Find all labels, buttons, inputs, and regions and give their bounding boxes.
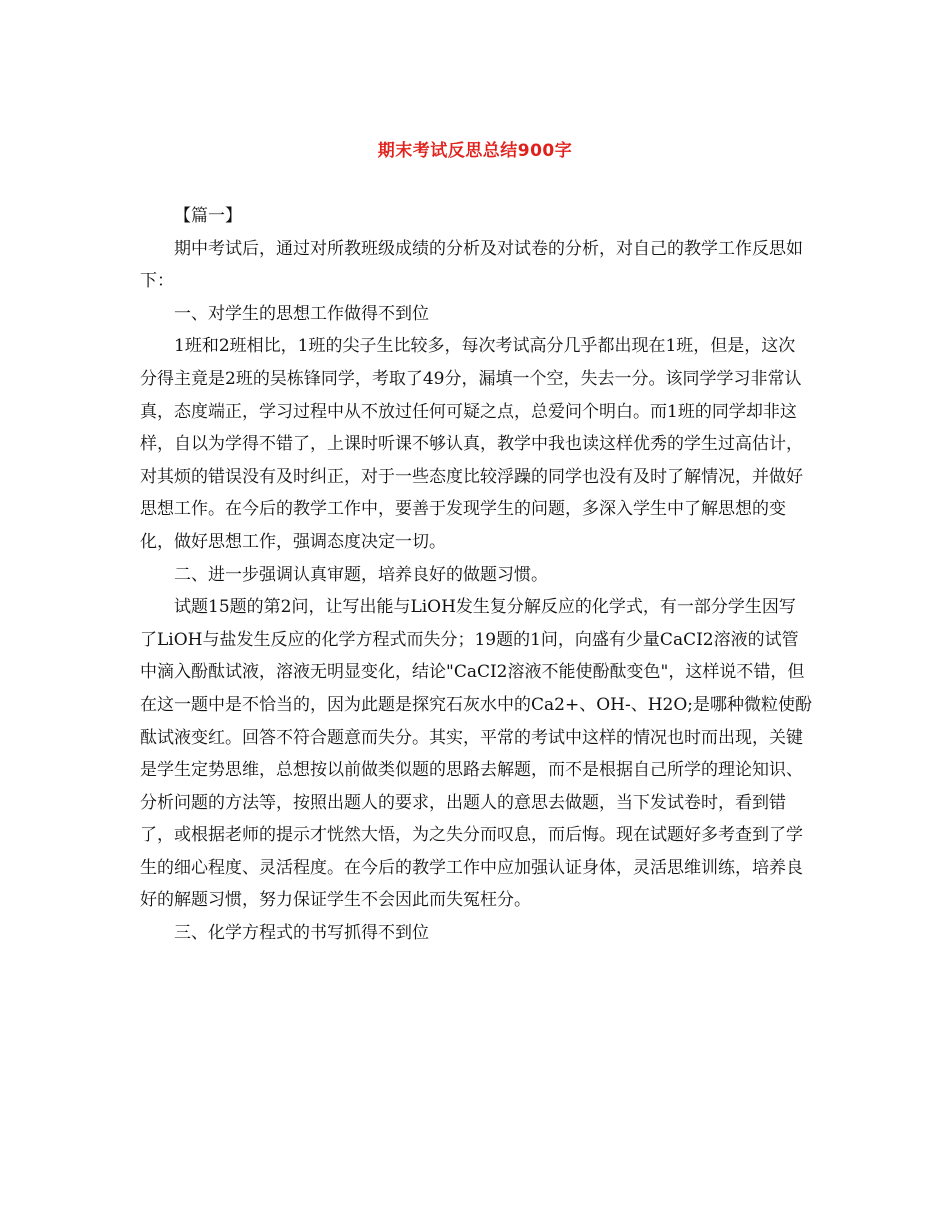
paragraph-two: 试题15题的第2问，让写出能与LiOH发生复分解反应的化学式，有一部分学生因写了LiOH与盐发生反应的化学方程式而失分；19题的1问，向盛有少量CaCI2溶液的试管中滴入酚酞试液，溶液无明显变化，结论"CaCI2溶液不能使酚酞变色"，这样说不错，但在这一题中是不恰当的，因为此题是探究石灰水中的Ca2+、OH-、H2O;是哪种微粒使酚酞试液变红。回答不符合题意而失分。其实，平常的考试中这样的情况也时而出现，关键是学生定势思维，总想按以前做类似题的思路去解题，而不是根据自己所学的理论知识、分析问题的方法等，按照出题人的要求，出题人的意思去做题，当下发试卷时，看到错了，或根据老师的提示才恍然大悟，为之失分而叹息，而后悔。现在试题好多考查到了学生的细心程度、灵活程度。在今后的教学工作中应加强认证身体，灵活思维训练，培养良好的解题习惯，努力保证学生不会因此而失冤枉分。 bbox=[140, 597, 813, 911]
heading-two: 二、进一步强调认真审题，培养良好的做题习惯。 bbox=[174, 564, 548, 585]
section-tag: 【篇一】 bbox=[174, 206, 242, 226]
document-title: 期末考试反思总结900字 bbox=[377, 141, 573, 161]
heading-one: 一、对学生的思想工作做得不到位 bbox=[174, 303, 429, 324]
document-body bbox=[140, 200, 812, 950]
heading-three: 三、化学方程式的书写抓得不到位 bbox=[174, 923, 429, 944]
paragraph-intro: 期中考试后，通过对所教班级成绩的分析及对试卷的分析，对自己的教学工作反思如下： bbox=[140, 238, 803, 292]
paragraph-one: 1班和2班相比，1班的尖子生比较多，每次考试高分几乎都出现在1班，但是，这次分得主竟是2班的吴栋锋同学，考取了49分，漏填一个空，失去一分。该同学学习非常认真，态度端正，学习过程中从不放过任何可疑之点，总爱问个明白。而1班的同学却非这样，自以为学得不错了，上课时听课不够认真，教学中我也读这样优秀的学生过高估计，对其烦的错误没有及时纠正，对于一些态度比较浮躁的同学也没有及时了解情况，并做好思想工作。在今后的教学工作中，要善于发现学生的问题，多深入学生中了解思想的变化，做好思想工作，强调态度决定一切。 bbox=[140, 336, 803, 552]
